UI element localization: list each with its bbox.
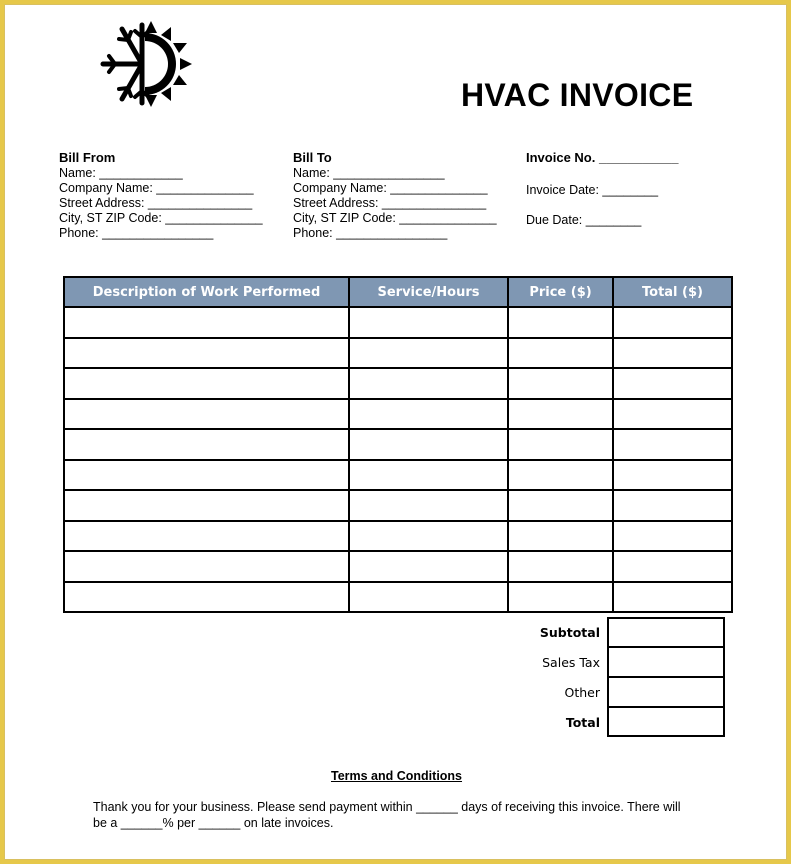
other-cell[interactable] xyxy=(607,677,725,707)
description-cell[interactable] xyxy=(64,368,349,399)
description-cell[interactable] xyxy=(64,338,349,369)
totals-section xyxy=(477,617,725,737)
price-cell[interactable] xyxy=(508,307,613,338)
invoice-date-field[interactable]: Invoice Date: ________ xyxy=(526,183,659,197)
service-hours-cell[interactable] xyxy=(349,399,508,430)
total-cell[interactable] xyxy=(613,521,732,552)
bill-from-street-field[interactable]: Street Address: _______________ xyxy=(59,196,253,210)
service-hours-cell[interactable] xyxy=(349,551,508,582)
table-row xyxy=(64,429,732,460)
description-cell[interactable] xyxy=(64,490,349,521)
price-cell[interactable] xyxy=(508,460,613,491)
other-row xyxy=(477,677,725,707)
column-header-total: Total ($) xyxy=(613,277,732,307)
description-cell[interactable] xyxy=(64,307,349,338)
column-header-description: Description of Work Performed xyxy=(64,277,349,307)
price-cell[interactable] xyxy=(508,490,613,521)
total-cell[interactable] xyxy=(613,368,732,399)
table-row xyxy=(64,582,732,613)
price-cell[interactable] xyxy=(508,521,613,552)
terms-text: Thank you for your business. Please send payment within ______ days of receiving this invoice. There will be a ______% per ______ on late invoices. xyxy=(93,800,681,830)
total-label: Total xyxy=(565,714,600,730)
description-cell[interactable] xyxy=(64,399,349,430)
bill-to-street-field[interactable]: Street Address: _______________ xyxy=(293,196,487,210)
table-header-row xyxy=(64,277,732,307)
work-items-table xyxy=(63,276,733,613)
price-cell[interactable] xyxy=(508,429,613,460)
bill-to-phone-field[interactable]: Phone: ________________ xyxy=(293,226,448,240)
subtotal-label: Subtotal xyxy=(539,624,600,640)
table-row xyxy=(64,490,732,521)
price-cell[interactable] xyxy=(508,399,613,430)
column-header-price: Price ($) xyxy=(508,277,613,307)
description-cell[interactable] xyxy=(64,551,349,582)
table-row xyxy=(64,551,732,582)
service-hours-cell[interactable] xyxy=(349,429,508,460)
total-cell[interactable] xyxy=(607,707,725,737)
total-cell[interactable] xyxy=(613,338,732,369)
price-cell[interactable] xyxy=(508,338,613,369)
total-cell[interactable] xyxy=(613,399,732,430)
total-cell[interactable] xyxy=(613,551,732,582)
sales-tax-cell[interactable] xyxy=(607,647,725,677)
bill-from-phone-field[interactable]: Phone: ________________ xyxy=(59,226,214,240)
snowflake-sun-logo-icon xyxy=(95,19,193,109)
description-cell[interactable] xyxy=(64,582,349,613)
price-cell[interactable] xyxy=(508,368,613,399)
total-cell[interactable] xyxy=(613,307,732,338)
bill-to-section xyxy=(293,150,497,241)
description-cell[interactable] xyxy=(64,521,349,552)
bill-from-section xyxy=(59,150,263,241)
bill-from-city-field[interactable]: City, ST ZIP Code: ______________ xyxy=(59,211,263,225)
other-label: Other xyxy=(564,684,600,700)
sales-tax-label: Sales Tax xyxy=(542,654,600,670)
table-body xyxy=(64,307,732,612)
total-cell[interactable] xyxy=(613,490,732,521)
service-hours-cell[interactable] xyxy=(349,338,508,369)
service-hours-cell[interactable] xyxy=(349,490,508,521)
invoice-number-field[interactable]: Invoice No. ___________ xyxy=(526,150,679,165)
bill-from-name-field[interactable]: Name: ____________ xyxy=(59,166,183,180)
table-row xyxy=(64,368,732,399)
total-cell[interactable] xyxy=(613,429,732,460)
price-cell[interactable] xyxy=(508,551,613,582)
invoice-page xyxy=(4,4,787,860)
bill-to-company-field[interactable]: Company Name: ______________ xyxy=(293,181,488,195)
total-cell[interactable] xyxy=(613,582,732,613)
table-row xyxy=(64,399,732,430)
column-header-service-hours: Service/Hours xyxy=(349,277,508,307)
table-row xyxy=(64,338,732,369)
sales-tax-row xyxy=(477,647,725,677)
subtotal-cell[interactable] xyxy=(607,617,725,647)
service-hours-cell[interactable] xyxy=(349,460,508,491)
page-title: HVAC INVOICE xyxy=(461,77,694,113)
bill-from-heading: Bill From xyxy=(59,150,116,165)
description-cell[interactable] xyxy=(64,429,349,460)
service-hours-cell[interactable] xyxy=(349,521,508,552)
table-row xyxy=(64,307,732,338)
service-hours-cell[interactable] xyxy=(349,582,508,613)
bill-to-name-field[interactable]: Name: ________________ xyxy=(293,166,445,180)
table-row xyxy=(64,460,732,491)
subtotal-row xyxy=(477,617,725,647)
terms-title: Terms and Conditions xyxy=(330,769,463,783)
service-hours-cell[interactable] xyxy=(349,368,508,399)
description-cell[interactable] xyxy=(64,460,349,491)
due-date-field[interactable]: Due Date: ________ xyxy=(526,213,642,227)
total-row xyxy=(477,707,725,737)
bill-from-company-field[interactable]: Company Name: ______________ xyxy=(59,181,254,195)
total-cell[interactable] xyxy=(613,460,732,491)
price-cell[interactable] xyxy=(508,582,613,613)
bill-to-heading: Bill To xyxy=(293,150,332,165)
service-hours-cell[interactable] xyxy=(349,307,508,338)
table-row xyxy=(64,521,732,552)
bill-to-city-field[interactable]: City, ST ZIP Code: ______________ xyxy=(293,211,497,225)
